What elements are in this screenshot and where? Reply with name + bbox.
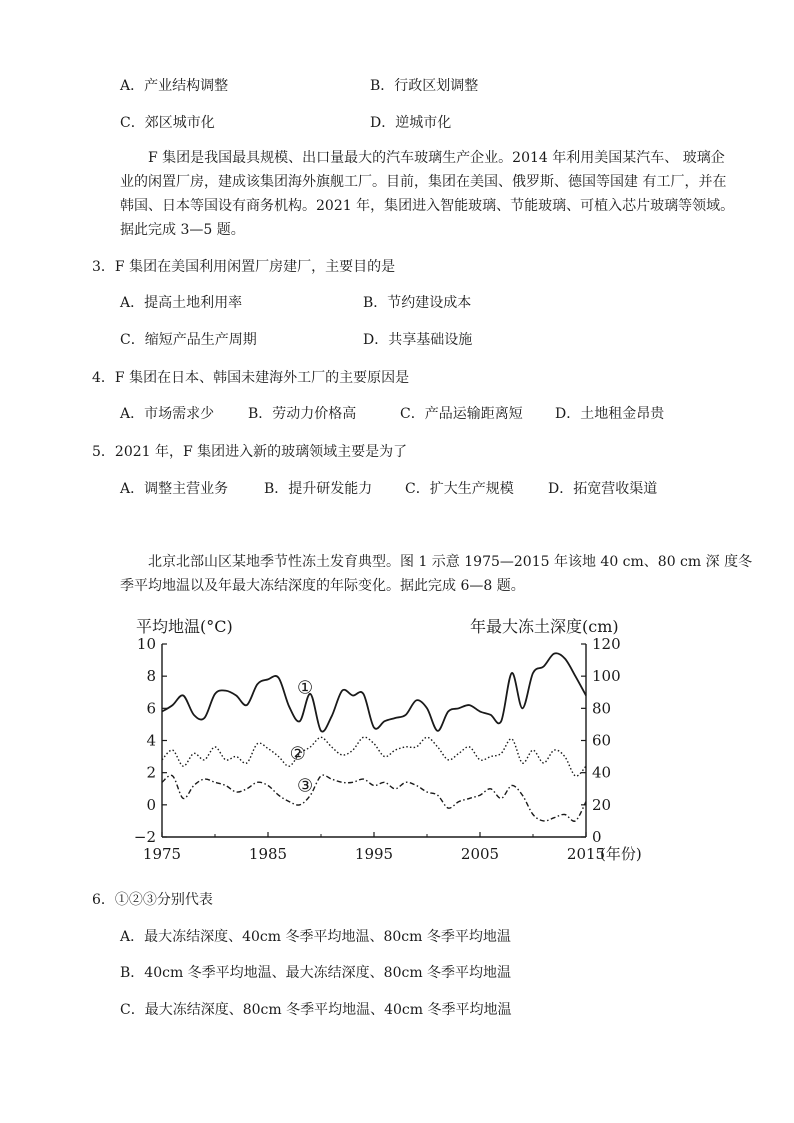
q2-option-d: D．逆城市化 — [370, 115, 452, 131]
passage-line: 据此完成 3—5 题。 — [120, 222, 245, 238]
q4-option-d: D．土地租金昂贵 — [555, 406, 665, 422]
y-right-axis-label: 年最大冻土深度(cm) — [470, 617, 619, 636]
y-left-tick-label: 4 — [146, 731, 156, 750]
passage-line: 韩国、日本等国设有商务机构。2021 年，集团进入智能玻璃、节能玻璃、可植入芯片玻璃等领域。 — [120, 198, 735, 214]
series-marker-label-1: ① — [297, 677, 314, 699]
q5-option-d: D．拓宽营收渠道 — [548, 481, 658, 497]
q5-option-c: C．扩大生产规模 — [405, 481, 514, 497]
series-line-3 — [162, 775, 586, 821]
x-tick-label: 1995 — [354, 845, 394, 863]
q3-option-d: D．共享基础设施 — [363, 332, 473, 348]
x-tick-label: 2015 — [566, 845, 606, 863]
q2-option-b: B．行政区划调整 — [370, 78, 479, 94]
q3-option-c: C．缩短产品生产周期 — [120, 332, 257, 348]
q6-option-c: C．最大冻结深度、80cm 冬季平均地温、40cm 冬季平均地温 — [120, 1002, 512, 1018]
q6-option-a: A．最大冻结深度、40cm 冬季平均地温、80cm 冬季平均地温 — [120, 929, 511, 945]
q4-stem: 4．F 集团在日本、韩国未建海外工厂的主要原因是 — [92, 370, 410, 386]
y-left-tick-label: 8 — [146, 667, 156, 686]
series-marker-label-3: ③ — [297, 775, 314, 797]
passage-line: F 集团是我国最具规模、出口量最大的汽车玻璃生产企业。2014 年利用美国某汽车、 玻璃企 — [148, 150, 725, 166]
series-marker-label-2: ② — [289, 743, 306, 765]
y-left-tick-label: 10 — [136, 635, 156, 653]
q3-stem: 3．F 集团在美国利用闲置厂房建厂，主要目的是 — [92, 259, 396, 275]
y-left-tick-label: 2 — [146, 763, 156, 782]
q4-option-b: B．劳动力价格高 — [248, 406, 357, 422]
q4-option-a: A．市场需求少 — [120, 406, 215, 422]
q4-option-c: C．产品运输距离短 — [400, 406, 523, 422]
passage-f-group — [120, 146, 735, 242]
x-tick-label: 2005 — [460, 845, 500, 863]
q2-option-c: C．郊区城市化 — [120, 115, 215, 131]
q3-option-a: A．提高土地利用率 — [120, 295, 243, 311]
y-left-axis-label: 平均地温(°C) — [136, 617, 233, 636]
y-left-tick-label: 0 — [146, 795, 156, 814]
y-right-tick-label: 20 — [592, 795, 612, 814]
passage-line: 北京北部山区某地季节性冻土发育典型。图 1 示意 1975—2015 年该地 40 cm、80 cm 深 度冬 — [148, 554, 753, 570]
q6-option-b: B．40cm 冬季平均地温、最大冻结深度、80cm 冬季平均地温 — [120, 965, 512, 981]
y-right-tick-label: 40 — [592, 763, 612, 782]
passage-frozen-soil — [120, 550, 753, 598]
q5-option-a: A．调整主营业务 — [120, 481, 229, 497]
q2-option-a: A．产业结构调整 — [120, 78, 229, 94]
y-right-tick-label: 100 — [592, 667, 621, 686]
x-tick-label: 1985 — [248, 845, 288, 863]
series-line-1 — [162, 653, 586, 731]
y-right-tick-label: 80 — [592, 699, 612, 718]
y-left-tick-label: 6 — [146, 699, 156, 718]
q5-stem: 5．2021 年，F 集团进入新的玻璃领域主要是为了 — [92, 444, 408, 460]
y-right-tick-label: 120 — [592, 635, 621, 653]
y-right-tick-label: 60 — [592, 731, 612, 750]
y-right-tick-label: 0 — [592, 828, 602, 846]
x-axis-label: (年份) — [600, 845, 642, 863]
x-tick-label: 1975 — [142, 845, 182, 863]
passage-line: 业的闲置厂房，建成该集团海外旗舰工厂。目前，集团在美国、俄罗斯、德国等国建 有工厂，并在 — [120, 174, 727, 190]
q3-option-b: B．节约建设成本 — [363, 295, 472, 311]
y-left-tick-label: −2 — [133, 828, 156, 846]
q5-option-b: B．提升研发能力 — [264, 481, 373, 497]
frozen-soil-chart — [0, 612, 794, 872]
passage-line: 季平均地温以及年最大冻结深度的年际变化。据此完成 6—8 题。 — [120, 578, 525, 594]
q6-stem: 6．①②③分别代表 — [92, 892, 213, 908]
series-line-2 — [162, 737, 586, 776]
